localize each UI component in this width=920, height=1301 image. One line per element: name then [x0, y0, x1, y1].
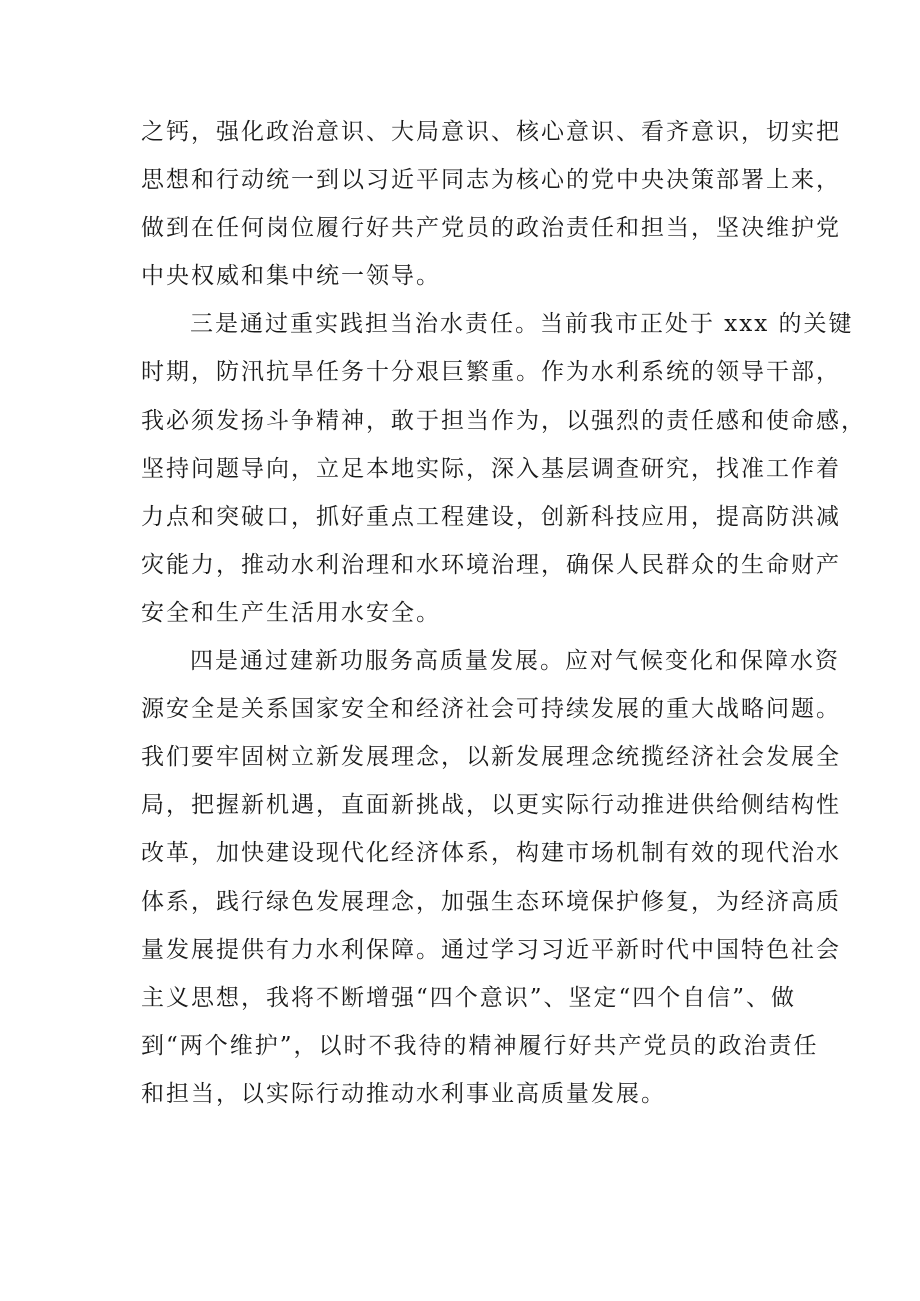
text-line: 坚持问题导向，立足本地实际，深入基层调查研究，找准工作着	[141, 455, 841, 482]
text-line: 之钙，强化政治意识、大局意识、核心意识、看齐意识，切实把	[141, 119, 841, 145]
text-line: 和担当，以实际行动推动水利事业高质量发展。	[141, 1080, 666, 1107]
paragraph-3	[141, 637, 841, 1118]
paragraph-2	[141, 300, 866, 637]
text-line: 我必须发扬斗争精神，敢于担当作为，以强烈的责任感和使命感，	[141, 407, 866, 434]
text-line: 源安全是关系国家安全和经济社会可持续发展的重大战略问题。	[141, 696, 841, 723]
text-line: 改革，加快建设现代化经济体系，构建市场机制有效的现代治水	[141, 840, 841, 867]
text-line: 做到在任何岗位履行好共产党员的政治责任和担当，坚决维护党	[141, 215, 841, 242]
text-line: 力点和突破口，抓好重点工程建设，创新科技应用，提高防洪减	[141, 503, 841, 530]
text-line: 体系，践行绿色发展理念，加强生态环境保护修复，为经济高质	[141, 888, 841, 915]
text-line: 我们要牢固树立新发展理念，以新发展理念统揽经济社会发展全	[141, 744, 841, 771]
text-line: 到“两个维护”，以时不我待的精神履行好共产党员的政治责任	[141, 1032, 819, 1059]
text-line: 思想和行动统一到以习近平同志为核心的党中央决策部署上来，	[141, 167, 841, 194]
paragraph-1	[141, 108, 841, 300]
text-line: 主义思想，我将不断增强“四个意识”、坚定“四个自信”、做	[141, 984, 797, 1011]
text-line: 安全和生产生活用水安全。	[141, 599, 441, 626]
text-line: 三是通过重实践担当治水责任。当前我市正处于 xxx 的关键	[190, 311, 854, 338]
text-line: 四是通过建新功服务高质量发展。应对气候变化和保障水资	[190, 648, 840, 675]
document-body	[141, 108, 866, 1118]
text-line: 局，把握新机遇，直面新挑战，以更实际行动推进供给侧结构性	[141, 792, 841, 819]
text-line: 中央权威和集中统一领导。	[141, 263, 441, 290]
text-line: 灾能力，推动水利治理和水环境治理，确保人民群众的生命财产	[141, 551, 841, 578]
text-line: 量发展提供有力水利保障。通过学习习近平新时代中国特色社会	[141, 936, 841, 963]
text-line: 时期，防汛抗旱任务十分艰巨繁重。作为水利系统的领导干部，	[141, 359, 841, 386]
